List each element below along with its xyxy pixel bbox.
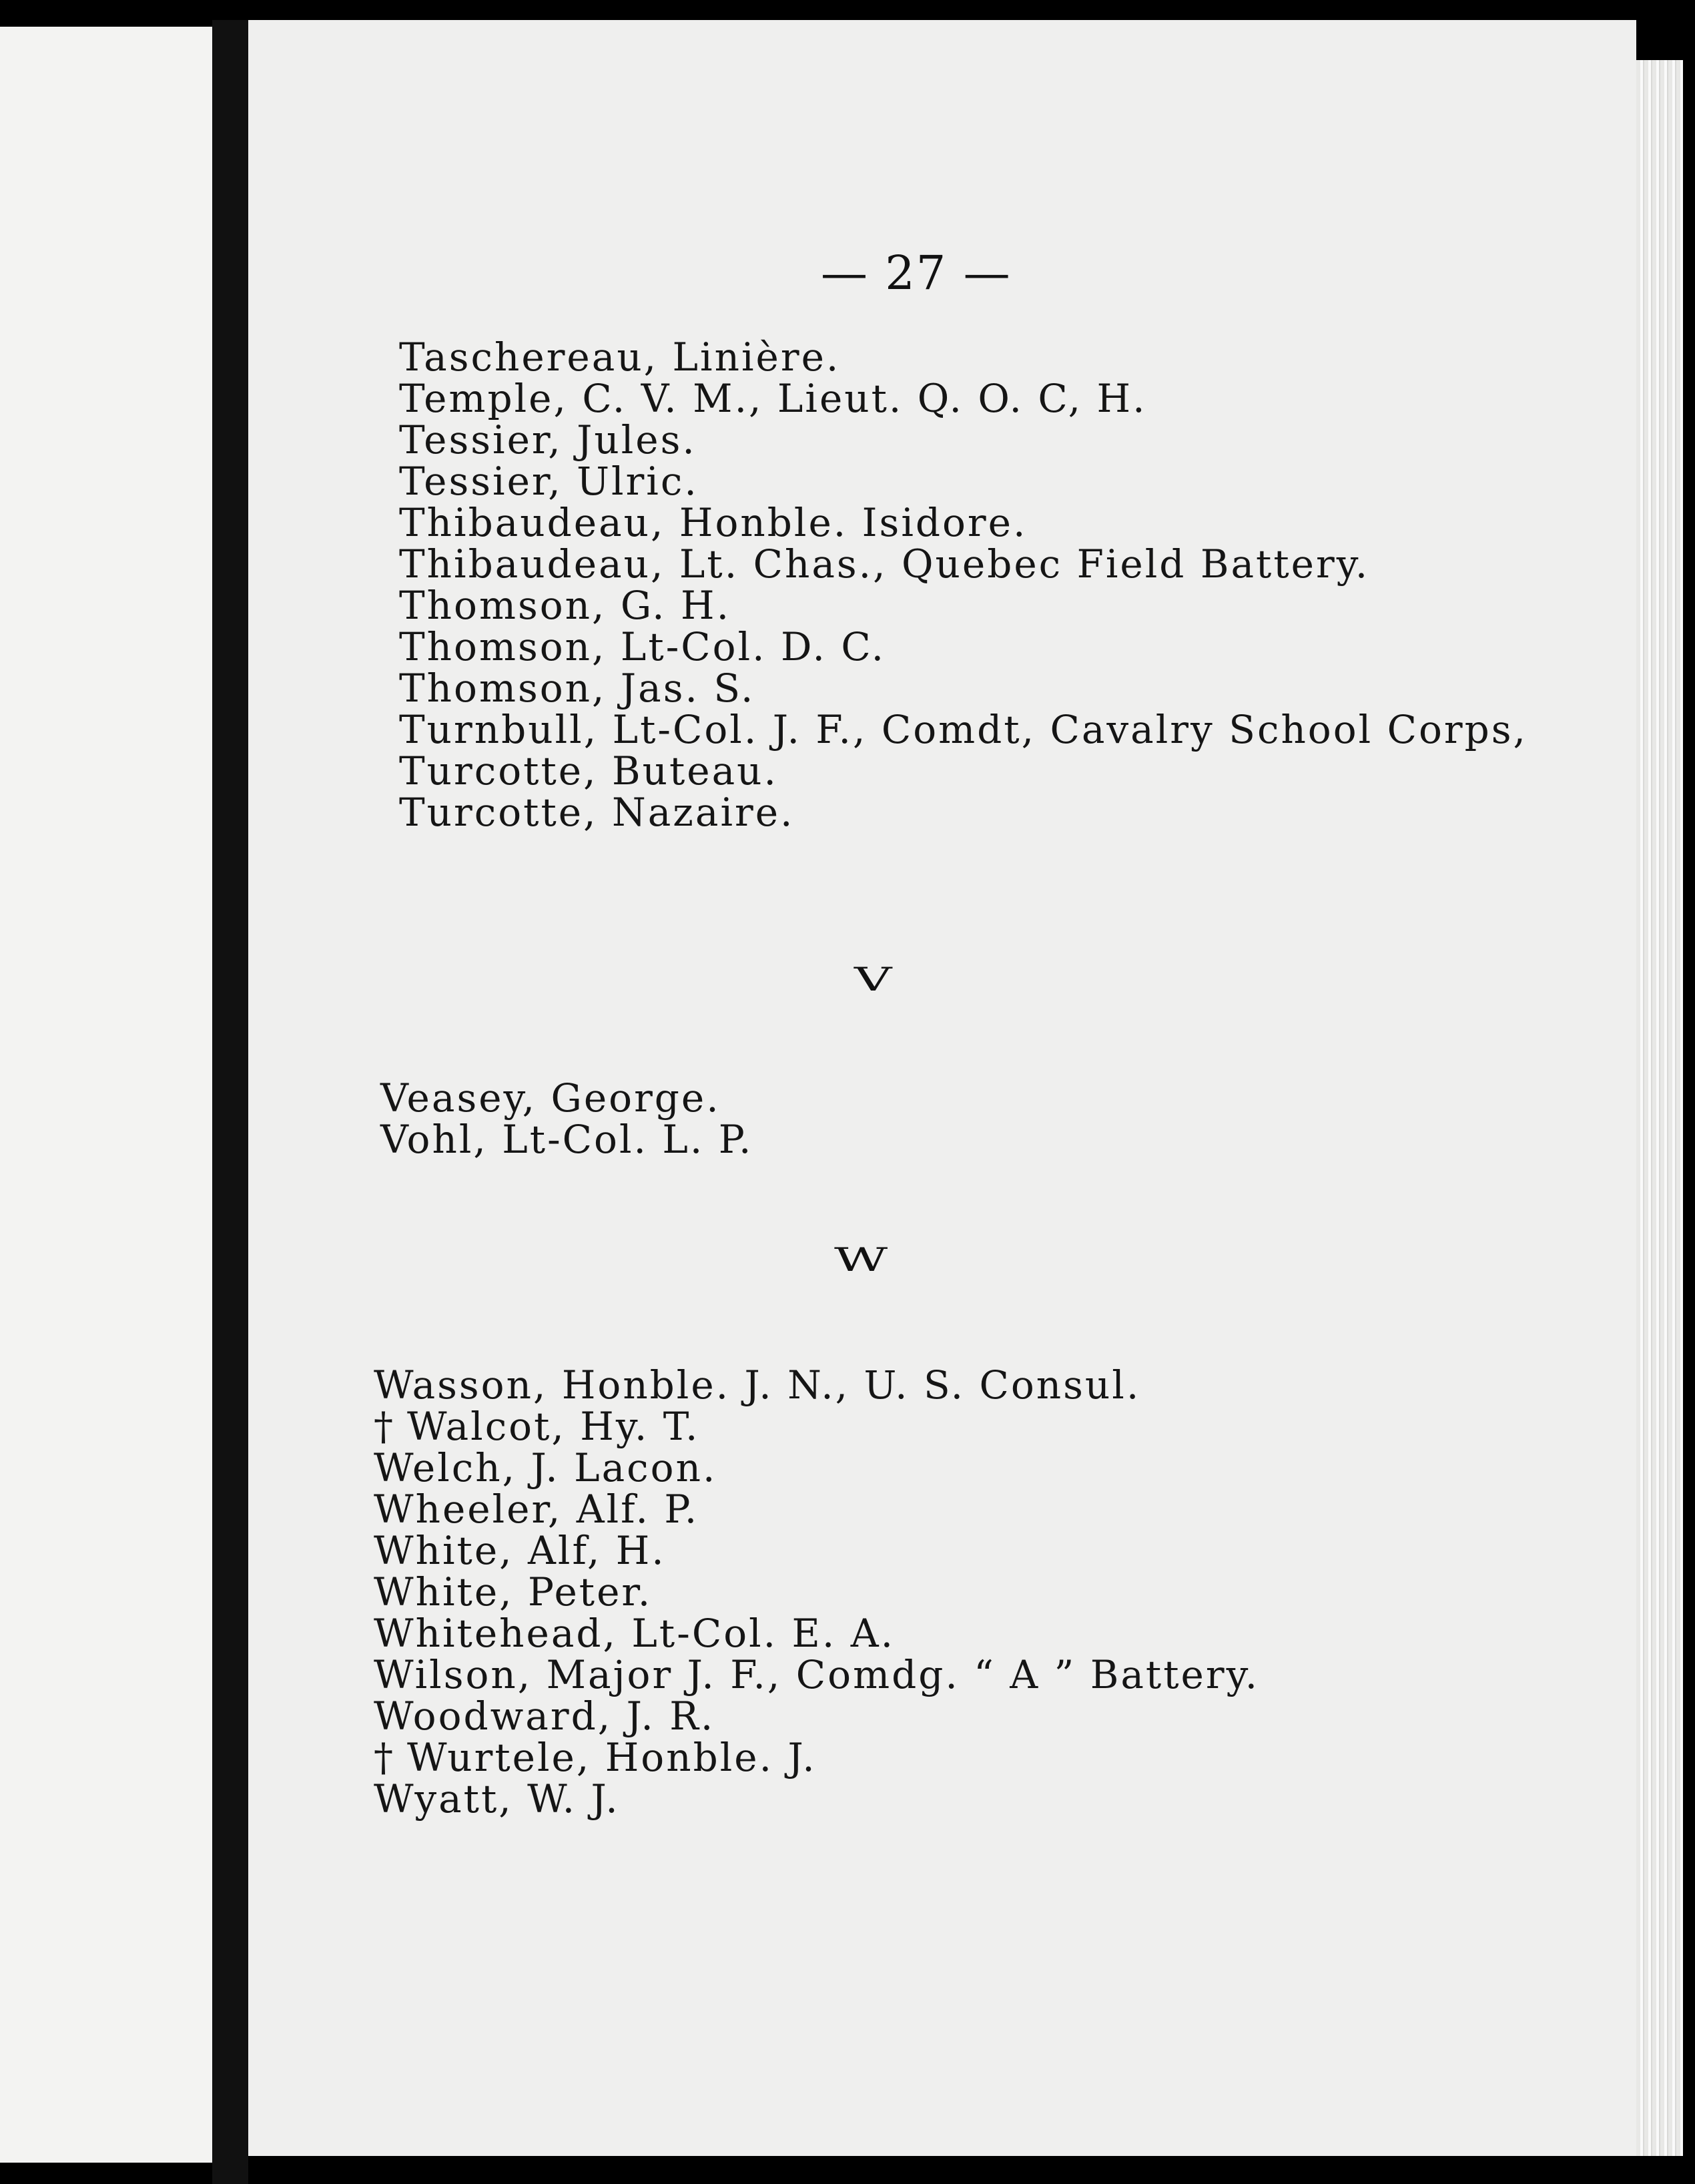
section-v-list xyxy=(380,1077,753,1160)
dagger-mark: † xyxy=(374,1735,395,1780)
list-item: Thomson, G. H. xyxy=(399,583,731,628)
list-item: Vohl, Lt-Col. L. P. xyxy=(380,1117,753,1162)
entry-text: Wurtele, Honble. J. xyxy=(407,1735,817,1780)
section-w-list xyxy=(374,1364,1259,1820)
section-heading-v: V xyxy=(854,961,895,999)
list-item: Thomson, Lt-Col. D. C. xyxy=(399,624,886,669)
page-edges xyxy=(1636,60,1683,2156)
list-item: Turcotte, Nazaire. xyxy=(399,790,795,835)
list-item: Turnbull, Lt-Col. J. F., Comdt, Cavalry School Corps, xyxy=(399,707,1528,752)
list-item: Wyatt, W. J. xyxy=(374,1776,620,1822)
dagger-mark: † xyxy=(374,1404,395,1449)
list-item: Wheeler, Alf. P. xyxy=(374,1486,699,1532)
list-item: Welch, J. Lacon. xyxy=(374,1445,717,1490)
page-number: — 27 — xyxy=(821,246,1012,300)
list-item: Veasey, George. xyxy=(380,1075,721,1121)
list-item: Tessier, Jules. xyxy=(399,417,697,463)
list-item xyxy=(374,1406,1259,1447)
list-item: Tessier, Ulric. xyxy=(399,459,699,504)
list-item: Taschereau, Linière. xyxy=(399,334,841,380)
list-item: Wasson, Honble. J. N., U. S. Consul. xyxy=(374,1362,1141,1408)
left-page-edge xyxy=(0,27,220,2163)
list-item: White, Alf, H. xyxy=(374,1528,666,1573)
list-item: Thomson, Jas. S. xyxy=(399,665,755,711)
book-spine xyxy=(212,20,248,2184)
list-item: Temple, C. V. M., Lieut. Q. O. C, H. xyxy=(399,376,1147,421)
list-item: White, Peter. xyxy=(374,1569,653,1615)
entry-text: Walcot, Hy. T. xyxy=(407,1404,700,1449)
section-heading-w: W xyxy=(834,1242,891,1279)
list-item: Turcotte, Buteau. xyxy=(399,748,778,794)
list-item: Wilson, Major J. F., Comdg. “ A ” Battery. xyxy=(374,1652,1260,1697)
list-item: Woodward, J. R. xyxy=(374,1693,715,1739)
list-item: Whitehead, Lt-Col. E. A. xyxy=(374,1611,896,1656)
list-item: Thibaudeau, Lt. Chas., Quebec Field Battery. xyxy=(399,541,1370,587)
list-item xyxy=(374,1737,1259,1778)
section-t-list xyxy=(399,336,1528,833)
list-item: Thibaudeau, Honble. Isidore. xyxy=(399,500,1028,545)
